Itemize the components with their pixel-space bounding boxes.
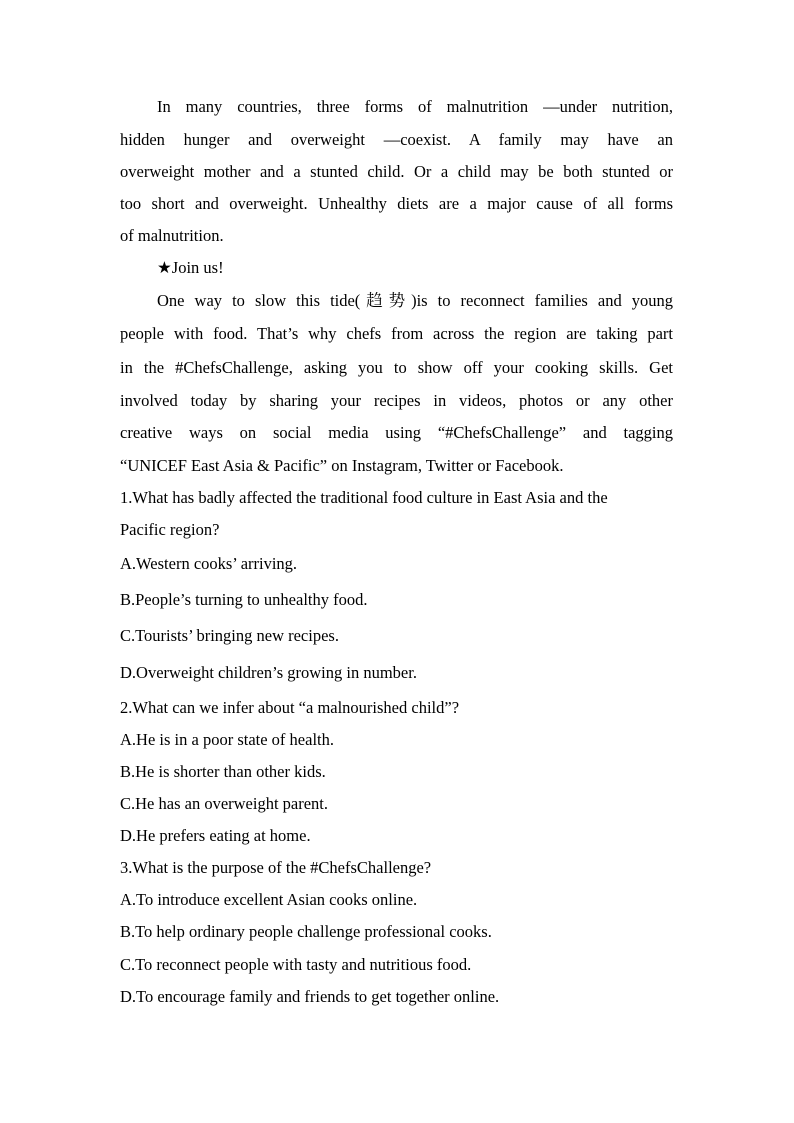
option-b: B.To help ordinary people challenge professional cooks. bbox=[120, 922, 492, 941]
paragraph-line: “UNICEF East Asia & Pacific” on Instagram, Twitter or Facebook. bbox=[120, 456, 564, 475]
paragraph-line: involved today by sharing your recipes in videos, photos or any other bbox=[120, 391, 673, 410]
paragraph-line: in the #ChefsChallenge, asking you to show off your cooking skills. Get bbox=[120, 358, 673, 377]
question-stem: 1.What has badly affected the traditional food culture in East Asia and the bbox=[120, 488, 608, 507]
option-a: A.He is in a poor state of health. bbox=[120, 730, 334, 749]
paragraph-line: creative ways on social media using “#ChefsChallenge” and tagging bbox=[120, 423, 673, 442]
paragraph-line: too short and overweight. Unhealthy diets are a major cause of all forms bbox=[120, 194, 673, 213]
option-d: D.Overweight children’s growing in number. bbox=[120, 663, 417, 682]
paragraph-line: hidden hunger and overweight —coexist. A family may have an bbox=[120, 130, 673, 149]
paragraph-line: One way to slow this tide(趋势)is to reconnect families and young bbox=[157, 291, 673, 310]
option-c: C.Tourists’ bringing new recipes. bbox=[120, 626, 339, 645]
option-a: A.Western cooks’ arriving. bbox=[120, 554, 298, 573]
paragraph-line: overweight mother and a stunted child. Or a child may be both stunted or bbox=[120, 162, 673, 181]
question-stem: 3.What is the purpose of the #ChefsChallenge? bbox=[120, 858, 432, 877]
option-c: C.He has an overweight parent. bbox=[120, 794, 329, 813]
option-a: A.To introduce excellent Asian cooks online. bbox=[120, 890, 418, 909]
option-d: D.To encourage family and friends to get together online. bbox=[120, 987, 500, 1006]
option-c: C.To reconnect people with tasty and nutritious food. bbox=[120, 955, 472, 974]
option-b: B.He is shorter than other kids. bbox=[120, 762, 326, 781]
paragraph-line: In many countries, three forms of malnutrition —under nutrition, bbox=[157, 97, 673, 116]
paragraph-line: people with food. That’s why chefs from across the region are taking part bbox=[120, 324, 673, 343]
option-d: D.He prefers eating at home. bbox=[120, 826, 311, 845]
paragraph-line: of malnutrition. bbox=[120, 226, 224, 245]
question-stem: 2.What can we infer about “a malnourished child”? bbox=[120, 698, 460, 717]
section-heading: ★Join us! bbox=[157, 258, 224, 277]
question-stem: Pacific region? bbox=[120, 520, 220, 539]
option-b: B.People’s turning to unhealthy food. bbox=[120, 590, 368, 609]
